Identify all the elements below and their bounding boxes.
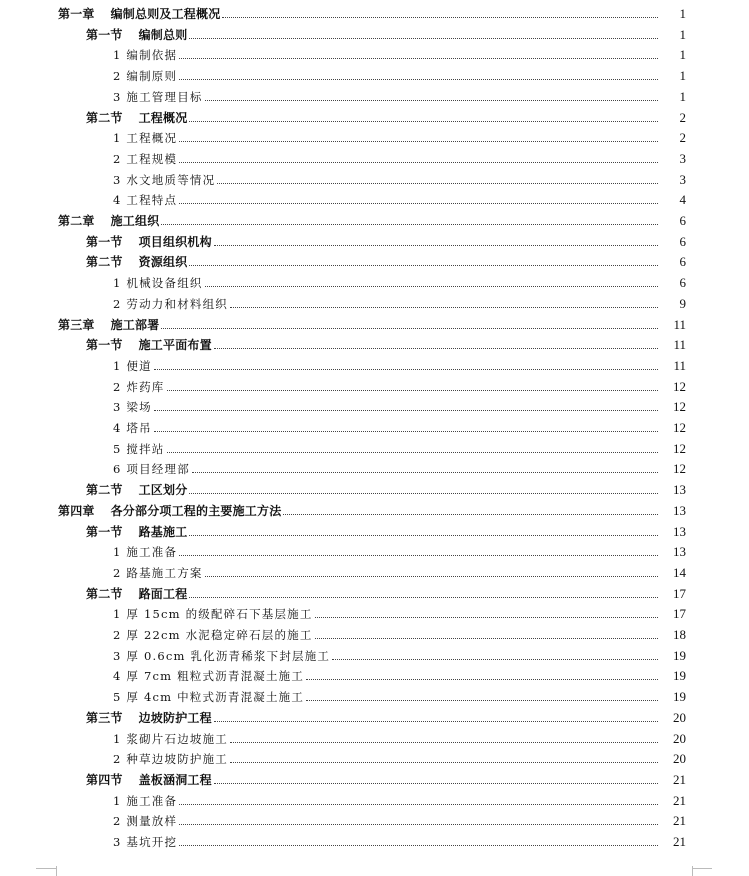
toc-entry-label: [0, 649, 332, 663]
toc-entry-label: [0, 111, 189, 125]
toc-leader-dots: [217, 182, 658, 184]
toc-page-number: 20: [673, 709, 686, 725]
toc-entry-title: 工区划分: [138, 483, 188, 498]
toc-entry-number: 第一节: [86, 234, 123, 249]
toc-entry-title: 路基施工: [138, 524, 188, 539]
toc-entry-label: [0, 131, 179, 145]
toc-leader-dots: [332, 658, 658, 660]
toc-entry-number: 2: [113, 296, 122, 311]
toc-leader-dots: [205, 285, 658, 287]
toc-leader-dots: [205, 575, 658, 577]
toc-entry-item[interactable]: [0, 353, 749, 373]
toc-entry-title: 炸药库: [126, 379, 165, 394]
toc-entry-title: 种草边坡防护施工: [126, 752, 228, 767]
toc-page-number: 12: [673, 420, 686, 435]
toc-entry-label: [0, 69, 179, 83]
toc-entry-number: 1: [113, 48, 122, 63]
toc-entry-section[interactable]: [0, 705, 749, 725]
toc-entry-number: 1: [113, 276, 122, 291]
toc-entry-number: 4: [113, 669, 122, 684]
toc-entry-label: [0, 48, 179, 62]
toc-entry-label: [0, 587, 189, 601]
toc-entry-title: 测量放样: [126, 814, 178, 829]
toc-page-number: 6: [679, 275, 686, 291]
toc-leader-dots: [230, 306, 658, 308]
toc-entry-number: 第二章: [58, 214, 95, 228]
toc-entry-item[interactable]: [0, 374, 749, 394]
toc-leader-dots: [315, 637, 658, 639]
toc-leader-dots: [179, 844, 658, 846]
toc-leader-dots: [179, 78, 658, 80]
toc-entry-item[interactable]: [0, 643, 749, 663]
toc-entry-title: 施工部署: [110, 317, 160, 332]
toc-leader-dots: [205, 99, 658, 101]
toc-entry-number: 2: [113, 565, 122, 580]
toc-entry-number: 2: [113, 752, 122, 767]
toc-leader-dots: [179, 803, 658, 805]
toc-entry-number: 1: [113, 607, 122, 622]
toc-entry-number: 2: [113, 628, 122, 642]
toc-entry-number: 第二节: [86, 110, 123, 125]
toc-entry-title: 施工准备: [126, 545, 178, 560]
toc-entry-label: [0, 359, 154, 373]
toc-entry-item[interactable]: [0, 560, 749, 580]
toc-entry-number: 3: [113, 400, 122, 415]
toc-entry-number: 2: [113, 69, 122, 84]
toc-entry-label: [0, 152, 179, 166]
toc-entry-item[interactable]: [0, 187, 749, 207]
toc-entry-number: 第三章: [58, 317, 95, 332]
toc-leader-dots: [189, 264, 658, 266]
toc-entry-number: 第三节: [86, 710, 123, 725]
toc-entry-section[interactable]: [0, 477, 749, 497]
toc-leader-dots: [315, 616, 658, 618]
toc-entry-label: [0, 628, 315, 642]
toc-entry-number: 3: [113, 835, 122, 849]
toc-entry-label: [0, 173, 217, 187]
toc-leader-dots: [179, 554, 658, 556]
toc-entry-item[interactable]: [0, 726, 749, 746]
toc-entry-section[interactable]: [0, 767, 749, 787]
toc-entry-item[interactable]: [0, 394, 749, 414]
toc-entry-label: [0, 545, 179, 559]
toc-leader-dots: [189, 492, 658, 494]
toc-entry-item[interactable]: [0, 291, 749, 311]
toc-entry-label: [0, 752, 230, 766]
toc-entry-chapter[interactable]: [0, 312, 749, 332]
toc-entry-title: 路基施工方案: [126, 565, 203, 580]
toc-page-number: 21: [673, 834, 686, 849]
toc-entry-title: 边坡防护工程: [138, 710, 212, 725]
toc-entry-number: 第一章: [58, 7, 95, 21]
toc-entry-title: 搅拌站: [126, 441, 165, 456]
toc-entry-number: 2: [113, 814, 122, 829]
toc-page-number: 17: [673, 606, 686, 622]
toc-entry-label: [0, 525, 189, 539]
toc-entry-title: 机械设备组织: [126, 276, 203, 291]
toc-entry-title: 各分部分项工程的主要施工方法: [110, 503, 282, 518]
toc-entry-item[interactable]: [0, 829, 749, 849]
toc-page-number: 20: [673, 730, 686, 746]
toc-leader-dots: [154, 430, 658, 432]
toc-leader-dots: [154, 409, 658, 411]
toc-page-number: 2: [679, 109, 686, 125]
toc-entry-item[interactable]: [0, 146, 749, 166]
toc-entry-number: 4: [113, 193, 122, 208]
toc-page-number: 9: [679, 295, 686, 311]
toc-entry-label: [0, 421, 154, 435]
toc-page-number: 11: [673, 316, 686, 332]
toc-leader-dots: [179, 161, 658, 163]
toc-entry-number: 2: [113, 151, 122, 166]
toc-leader-dots: [179, 57, 658, 59]
toc-entry-title: 编制依据: [126, 48, 178, 63]
toc-entry-number: 第一节: [86, 338, 123, 353]
toc-entry-title: 施工准备: [126, 793, 178, 808]
toc-entry-label: [0, 504, 283, 518]
toc-entry-number: 3: [113, 172, 122, 187]
toc-entry-item[interactable]: [0, 788, 749, 808]
toc-entry-chapter[interactable]: [0, 1, 749, 21]
toc-entry-number: 1: [113, 545, 122, 560]
toc-entry-title: 编制总则: [138, 27, 188, 42]
toc-leader-dots: [306, 699, 658, 701]
toc-entry-label: [0, 28, 189, 42]
toc-entry-label: [0, 566, 205, 580]
toc-leader-dots: [189, 120, 658, 122]
toc-page-number: 21: [673, 813, 686, 829]
toc-entry-title: 资源组织: [138, 255, 188, 270]
toc-entry-label: [0, 90, 205, 104]
toc-entry-number: 3: [113, 89, 122, 104]
toc-entry-chapter[interactable]: [0, 498, 749, 518]
toc-entry-item[interactable]: [0, 436, 749, 456]
toc-page-number: 11: [673, 357, 686, 373]
toc-entry-title: 厚 0.6cm 乳化沥青稀浆下封层施工: [126, 648, 331, 663]
toc-entry-title: 劳动力和材料组织: [126, 296, 228, 311]
toc-leader-dots: [161, 327, 658, 329]
toc-leader-dots: [154, 368, 658, 370]
toc-leader-dots: [179, 140, 658, 142]
toc-entry-label: [0, 193, 179, 207]
toc-leader-dots: [230, 741, 658, 743]
toc-page-number: 1: [679, 26, 686, 42]
toc-entry-number: 1: [113, 731, 122, 746]
toc-entry-item[interactable]: [0, 415, 749, 435]
toc-entry-number: 第一节: [86, 27, 123, 42]
toc-page-number: 13: [673, 523, 686, 539]
toc-entry-number: 4: [113, 421, 122, 435]
page-corner-mark-left: [36, 868, 56, 869]
toc-entry-title: 梁场: [126, 400, 152, 415]
toc-entry-title: 厚 22cm 水泥稳定碎石层的施工: [126, 628, 313, 642]
toc-leader-dots: [214, 720, 658, 722]
toc-entry-label: [0, 483, 189, 497]
toc-entry-item[interactable]: [0, 456, 749, 476]
toc-entry-label: [0, 690, 306, 704]
toc-page-number: 1: [679, 6, 686, 21]
toc-entry-label: [0, 835, 179, 849]
toc-entry-title: 编制原则: [126, 69, 178, 84]
toc-entry-chapter[interactable]: [0, 208, 749, 228]
toc-entry-title: 盖板涵洞工程: [138, 772, 212, 787]
toc-entry-label: [0, 773, 214, 787]
toc-entry-label: [0, 462, 192, 476]
toc-page-number: 19: [673, 647, 686, 663]
toc-entry-item[interactable]: [0, 270, 749, 290]
toc-entry-title: 基坑开挖: [126, 835, 178, 849]
toc-entry-title: 施工组织: [110, 214, 160, 228]
toc-entry-item[interactable]: [0, 601, 749, 621]
toc-entry-label: [0, 214, 161, 228]
toc-entry-item[interactable]: [0, 684, 749, 704]
toc-entry-number: 第二节: [86, 586, 123, 601]
toc-leader-dots: [230, 761, 658, 763]
page-corner-mark-right: [692, 868, 712, 869]
toc-page-number: 1: [679, 47, 686, 63]
toc-entry-label: [0, 276, 205, 290]
toc-page-number: 13: [673, 544, 686, 560]
page-corner-mark-left-vertical: [56, 866, 57, 876]
toc-entry-label: [0, 607, 315, 621]
toc-entry-label: [0, 338, 214, 352]
toc-entry-item[interactable]: [0, 125, 749, 145]
toc-entry-title: 水文地质等情况: [126, 172, 216, 187]
toc-page-number: 12: [673, 378, 686, 394]
page-corner-mark-right-vertical: [692, 866, 693, 876]
toc-entry-item[interactable]: [0, 746, 749, 766]
toc-page-number: 6: [679, 233, 686, 249]
toc-page-number: 12: [673, 461, 686, 477]
toc-entry-item[interactable]: [0, 63, 749, 83]
toc-entry-title: 施工平面布置: [138, 338, 212, 353]
toc-page-number: 18: [673, 627, 686, 642]
toc-entry-title: 工程规模: [126, 151, 178, 166]
toc-entry-label: [0, 297, 230, 311]
toc-entry-number: 第二节: [86, 483, 123, 498]
toc-entry-number: 5: [113, 690, 122, 705]
toc-page-number: 20: [673, 751, 686, 767]
toc-entry-number: 第一节: [86, 524, 123, 539]
toc-entry-label: [0, 318, 161, 332]
toc-leader-dots: [179, 823, 658, 825]
toc-entry-title: 施工管理目标: [126, 89, 203, 104]
toc-leader-dots: [283, 513, 658, 515]
toc-entry-section[interactable]: [0, 332, 749, 352]
toc-page-number: 1: [679, 68, 686, 84]
toc-entry-section[interactable]: [0, 105, 749, 125]
toc-entry-section[interactable]: [0, 229, 749, 249]
toc-leader-dots: [167, 451, 659, 453]
toc-entry-item[interactable]: [0, 42, 749, 62]
toc-entry-number: 3: [113, 648, 122, 663]
toc-leader-dots: [167, 389, 659, 391]
toc-leader-dots: [192, 471, 658, 473]
toc-entry-title: 厚 15cm 的级配碎石下基层施工: [126, 607, 313, 622]
toc-page-number: 17: [673, 585, 686, 601]
toc-entry-title: 厚 4cm 中粒式沥青混凝土施工: [126, 690, 305, 705]
toc-page-number: 14: [673, 564, 686, 580]
toc-entry-item[interactable]: [0, 167, 749, 187]
toc-page-number: 19: [673, 668, 686, 684]
toc-page-number: 6: [679, 213, 686, 228]
toc-entry-number: 1: [113, 358, 122, 373]
toc-page-number: 6: [679, 254, 686, 270]
toc-leader-dots: [189, 534, 658, 536]
toc-entry-number: 6: [113, 462, 122, 477]
toc-page-number: 11: [673, 337, 686, 353]
toc-entry-item[interactable]: [0, 663, 749, 683]
toc-page-number: 3: [679, 150, 686, 166]
toc-page-number: 13: [673, 502, 686, 518]
toc-entry-number: 1: [113, 793, 122, 808]
toc-entry-label: [0, 380, 167, 394]
toc-entry-title: 路面工程: [138, 586, 188, 601]
toc-entry-title: 项目经理部: [126, 462, 190, 477]
toc-entry-title: 便道: [126, 358, 152, 373]
toc-entry-number: 5: [113, 441, 122, 456]
toc-entry-label: [0, 400, 154, 414]
toc-entry-number: 1: [113, 131, 122, 146]
toc-entry-title: 工程概况: [138, 110, 188, 125]
toc-entry-title: 塔吊: [126, 421, 152, 435]
toc-page-number: 21: [673, 792, 686, 808]
toc-entry-label: [0, 732, 230, 746]
toc-page-number: 21: [673, 771, 686, 787]
toc-entry-item[interactable]: [0, 622, 749, 642]
toc-leader-dots: [189, 596, 658, 598]
toc-leader-dots: [306, 678, 658, 680]
toc-entry-section[interactable]: [0, 249, 749, 269]
toc-page-number: 13: [673, 482, 686, 498]
toc-leader-dots: [214, 244, 658, 246]
toc-entry-item[interactable]: [0, 84, 749, 104]
toc-entry-item[interactable]: [0, 539, 749, 559]
toc-entry-title: 项目组织机构: [138, 234, 212, 249]
toc-entry-title: 工程概况: [126, 131, 178, 146]
toc-entry-section[interactable]: [0, 22, 749, 42]
toc-leader-dots: [161, 223, 658, 225]
toc-entry-label: [0, 814, 179, 828]
toc-entry-number: 第四节: [86, 772, 123, 787]
toc-entry-title: 厚 7cm 粗粒式沥青混凝土施工: [126, 669, 305, 684]
toc-entry-label: [0, 669, 306, 683]
toc-entry-number: 第二节: [86, 255, 123, 270]
toc-entry-label: [0, 711, 214, 725]
toc-page-number: 3: [679, 171, 686, 187]
toc-entry-label: [0, 442, 167, 456]
toc-leader-dots: [179, 202, 658, 204]
toc-entry-item[interactable]: [0, 808, 749, 828]
toc-entry-label: [0, 255, 189, 269]
toc-entry-section[interactable]: [0, 581, 749, 601]
toc-entry-label: [0, 235, 214, 249]
toc-page-number: 4: [679, 192, 686, 208]
toc-leader-dots: [222, 16, 658, 18]
toc-page-number: 12: [673, 440, 686, 456]
toc-entry-title: 浆砌片石边坡施工: [126, 731, 228, 746]
toc-page-number: 2: [679, 130, 686, 146]
toc-page-number: 19: [673, 689, 686, 705]
toc-page-number: 1: [679, 88, 686, 104]
toc-leader-dots: [214, 347, 658, 349]
toc-entry-label: [0, 7, 222, 21]
toc-entry-section[interactable]: [0, 519, 749, 539]
toc-entry-title: 工程特点: [126, 193, 178, 208]
toc-entry-number: 2: [113, 379, 122, 394]
toc-leader-dots: [214, 782, 658, 784]
toc-entry-label: [0, 794, 179, 808]
toc-entry-number: 第四章: [58, 503, 95, 518]
toc-page-number: 12: [673, 399, 686, 415]
toc-leader-dots: [189, 37, 658, 39]
toc-entry-title: 编制总则及工程概况: [110, 7, 221, 21]
